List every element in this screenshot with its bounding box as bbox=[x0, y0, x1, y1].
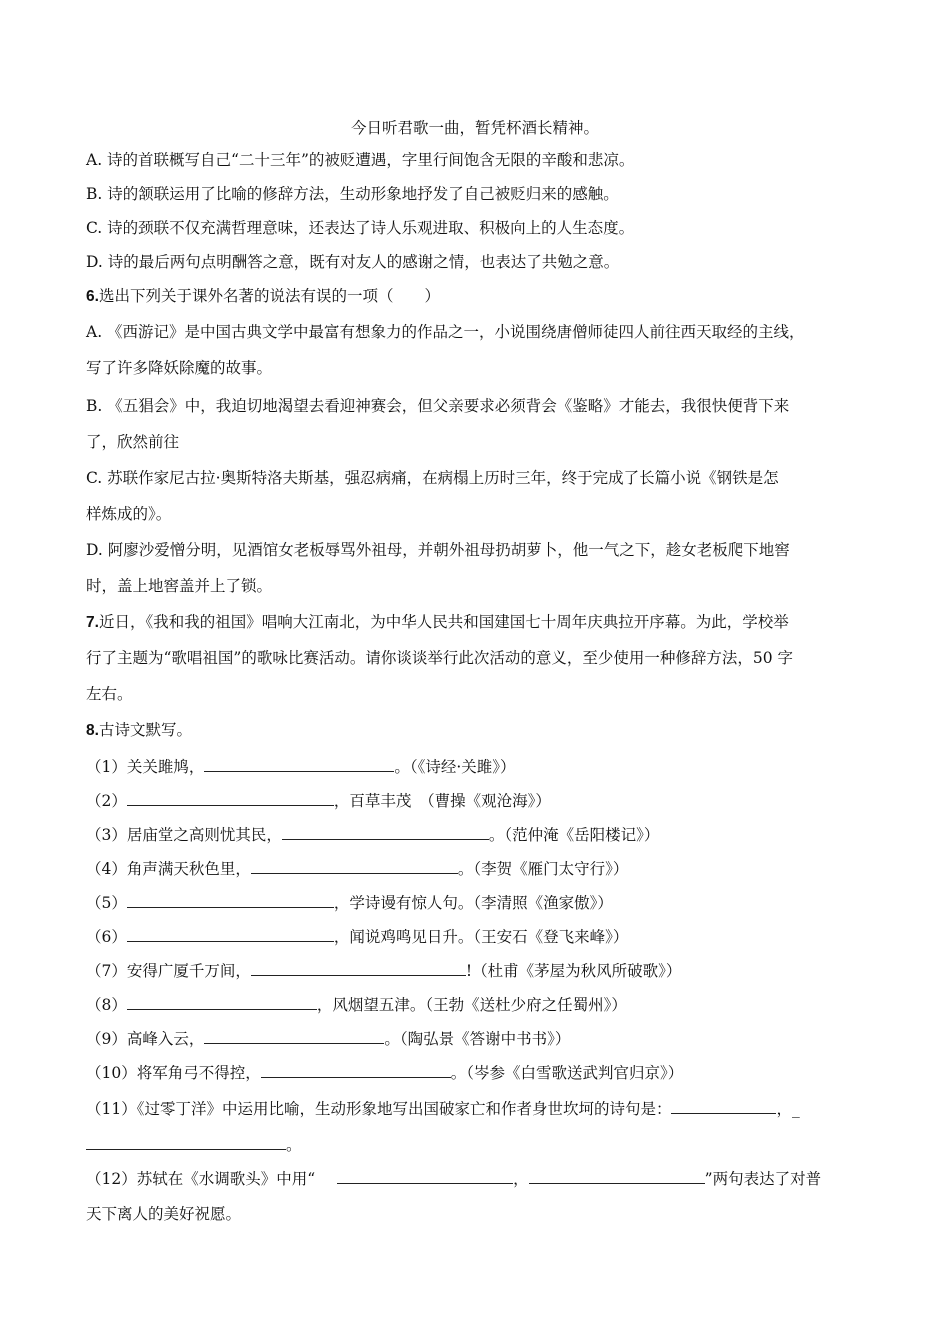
q8-item-2-source: ，百草丰茂 （曹操《观沧海》） bbox=[333, 792, 551, 810]
q8-item-10-source: 。（岑参《白雪歌送武判官归京》） bbox=[450, 1064, 684, 1082]
q8-item-1-source: 。（《诗经·关雎》） bbox=[394, 758, 516, 776]
q8-item-12-tail: ”两句表达了对普 bbox=[704, 1170, 822, 1188]
q8-item-7 bbox=[86, 960, 880, 981]
q7-number: 7. bbox=[86, 614, 99, 631]
q6-option-d-line1: D. 阿廖沙爱憎分明，见酒馆女老板辱骂外祖母，并朝外祖母扔胡萝卜，他一气之下，趁女老板爬下地窖 bbox=[86, 541, 790, 559]
q6-stem bbox=[86, 286, 880, 307]
q8-item-7-text: （7）安得广厦千万间， bbox=[86, 962, 251, 980]
q6-option-b-line1: B. 《五猖会》中，我迫切地渴望去看迎神赛会，但父亲要求必须背会《鉴略》才能去，我很快便背下来 bbox=[86, 397, 790, 415]
answer-blank[interactable] bbox=[204, 756, 394, 772]
q8-item-8 bbox=[86, 994, 880, 1015]
q5-option-c: C. 诗的颈联不仅充满哲理意味，还表达了诗人乐观进取、积极向上的人生态度。 bbox=[86, 219, 635, 237]
answer-blank[interactable] bbox=[671, 1098, 776, 1114]
q5-option-b: B. 诗的颔联运用了比喻的修辞方法，生动形象地抒发了自己被贬归来的感触。 bbox=[86, 185, 619, 203]
q6-number: 6. bbox=[86, 288, 99, 305]
q8-item-9-source: 。（陶弘景《答谢中书书》） bbox=[384, 1030, 571, 1048]
answer-blank[interactable] bbox=[337, 1168, 513, 1184]
q8-item-11-cont bbox=[86, 1134, 880, 1155]
q8-item-12-sep: ， bbox=[513, 1170, 529, 1188]
q8-item-9-text: （9）高峰入云， bbox=[86, 1030, 205, 1048]
q6-option-b-line2: 了，欣然前往 bbox=[86, 433, 180, 451]
q7-line1 bbox=[86, 612, 880, 633]
q8-item-3-text: （3）居庙堂之高则忧其民， bbox=[86, 826, 282, 844]
poem-line: 今日听君歌一曲，暂凭杯酒长精神。 bbox=[350, 119, 599, 137]
q8-item-2 bbox=[86, 790, 880, 811]
q7-line3: 左右。 bbox=[86, 685, 133, 703]
q6-option-d-line2: 时，盖上地窖盖并上了锁。 bbox=[86, 577, 273, 595]
q8-item-10 bbox=[86, 1062, 880, 1083]
answer-blank[interactable] bbox=[204, 1028, 384, 1044]
q8-item-4-text: （4）角声满天秋色里， bbox=[86, 860, 251, 878]
q8-item-5-text: （5） bbox=[86, 894, 127, 912]
q8-item-10-text: （10）将军角弓不得控， bbox=[86, 1064, 261, 1082]
answer-blank[interactable] bbox=[282, 824, 489, 840]
q8-item-2-text: （2） bbox=[86, 792, 127, 810]
answer-blank[interactable] bbox=[127, 892, 334, 908]
q8-item-12-cont: 天下离人的美好祝愿。 bbox=[86, 1205, 242, 1223]
q8-item-8-text: （8） bbox=[86, 996, 127, 1014]
q8-item-1-text: （1）关关雎鸠， bbox=[86, 758, 205, 776]
q5-option-a: A. 诗的首联概写自己“二十三年”的被贬遭遇，字里行间饱含无限的辛酸和悲凉。 bbox=[86, 151, 635, 169]
answer-blank[interactable] bbox=[86, 1134, 286, 1150]
answer-blank[interactable] bbox=[251, 858, 458, 874]
q8-number: 8. bbox=[86, 722, 99, 739]
q6-option-c-line1: C. 苏联作家尼古拉·奥斯特洛夫斯基，强忍病痛，在病榻上历时三年，终于完成了长篇小说《钢铁是怎 bbox=[86, 469, 779, 487]
q8-item-11-end: 。 bbox=[286, 1136, 302, 1154]
q8-item-9 bbox=[86, 1028, 880, 1049]
answer-blank[interactable] bbox=[261, 1062, 451, 1078]
q8-item-7-source: !（杜甫《茅屋为秋风所破歌》） bbox=[465, 962, 682, 980]
q8-item-5-source: ，学诗谩有惊人句。（李清照《渔家傲》） bbox=[333, 894, 613, 912]
q6-stem-text: 选出下列关于课外名著的说法有误的一项（ ） bbox=[98, 287, 440, 305]
q7-text-1: 近日，《我和我的祖国》唱响大江南北，为中华人民共和国建国七十周年庆典拉开序幕。为此，学校举 bbox=[98, 613, 789, 631]
q5-option-d: D. 诗的最后两句点明酬答之意，既有对友人的感谢之情，也表达了共勉之意。 bbox=[86, 253, 620, 271]
q6-option-c-line2: 样炼成的》。 bbox=[86, 505, 172, 523]
q8-item-4 bbox=[86, 858, 880, 879]
q8-item-1 bbox=[86, 756, 880, 777]
answer-blank[interactable] bbox=[529, 1168, 705, 1184]
q8-stem-text: 古诗文默写。 bbox=[98, 721, 192, 739]
q8-item-5 bbox=[86, 892, 880, 913]
q8-item-12-text: （12）苏轼在《水调歌头》中用“ bbox=[86, 1170, 316, 1188]
q8-item-12 bbox=[86, 1168, 880, 1189]
answer-blank[interactable] bbox=[127, 790, 334, 806]
q8-item-3 bbox=[86, 824, 880, 845]
q6-option-a-line2: 写了许多降妖除魔的故事。 bbox=[86, 359, 273, 377]
q8-item-6-text: （6） bbox=[86, 928, 127, 946]
q8-item-4-source: 。（李贺《雁门太守行》） bbox=[457, 860, 629, 878]
q7-line2: 行了主题为“歌唱祖国”的歌咏比赛活动。请你谈谈举行此次活动的意义，至少使用一种修辞方法，50 字 bbox=[86, 649, 794, 667]
q6-option-a-line1: A. 《西游记》是中国古典文学中最富有想象力的作品之一，小说围绕唐僧师徒四人前往西天取经的主线， bbox=[86, 323, 805, 341]
answer-blank[interactable] bbox=[127, 994, 317, 1010]
q8-item-6 bbox=[86, 926, 880, 947]
q8-item-6-source: ，闻说鸡鸣见日升。（王安石《登飞来峰》） bbox=[333, 928, 629, 946]
q8-stem bbox=[86, 720, 880, 741]
q8-item-11-sep: ，_ bbox=[776, 1100, 800, 1118]
q8-item-8-source: ，风烟望五津。（王勃《送杜少府之任蜀州》） bbox=[316, 996, 627, 1014]
q8-item-11 bbox=[86, 1098, 880, 1119]
q8-item-3-source: 。（范仲淹《岳阳楼记》） bbox=[488, 826, 660, 844]
q8-item-11-text: （11）《过零丁洋》中运用比喻，生动形象地写出国破家亡和作者身世坎坷的诗句是： bbox=[86, 1100, 672, 1118]
answer-blank[interactable] bbox=[251, 960, 466, 976]
answer-blank[interactable] bbox=[127, 926, 334, 942]
